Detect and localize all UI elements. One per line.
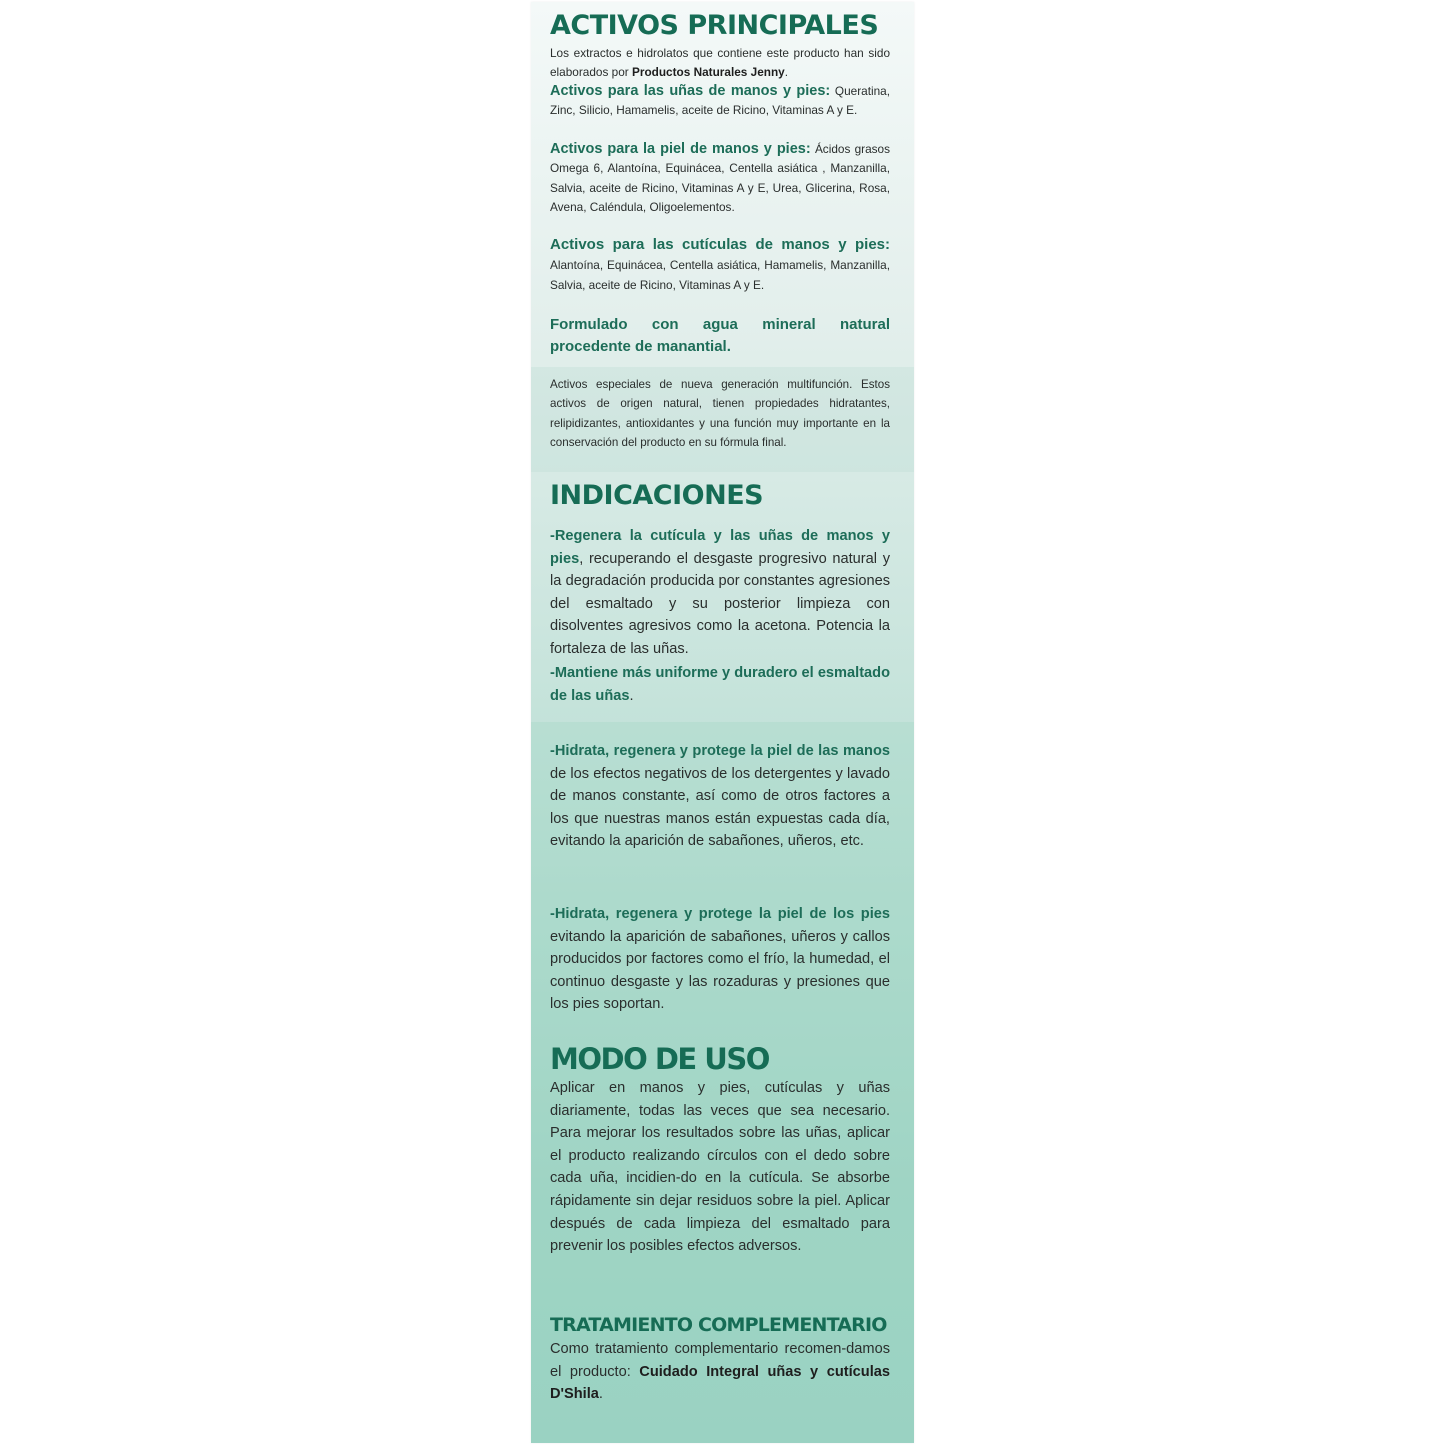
tratamiento-intro: Como tratamiento complementario recomen-damos el producto: xyxy=(550,1341,890,1380)
indicaciones-heading: INDICACIONES xyxy=(550,480,764,511)
activos-intro-end: . xyxy=(784,65,789,80)
tratamiento-product: Cuidado Integral uñas y cutículas D'Shila xyxy=(550,1363,890,1403)
activos-cuticulas-title: Activos para las cutículas de manos y pies: xyxy=(550,236,890,253)
brand-name: Productos Naturales Jenny xyxy=(631,65,785,80)
tratamiento-text xyxy=(550,1338,890,1406)
activos-heading: ACTIVOS PRINCIPALES xyxy=(550,10,879,41)
activos-piel-title: Activos para la piel de manos y pies: xyxy=(550,141,811,157)
indicacion-item-2-end: . xyxy=(629,687,634,704)
modo-uso-text: Aplicar en manos y pies, cutículas y uñas diariamente, todas las veces que sea necesario. Para mejorar los resultados sobre las uñas, aplicar el producto realizando círculos con el dedo sobre cada uña, incidien-do en la cutícula. Se absorbe rápidamente sin dejar residuos sobre la piel. Aplicar después de cada limpieza del esmaltado para prevenir los posibles efectos adversos. xyxy=(550,1080,890,1255)
activos-unas xyxy=(550,82,890,121)
activos-intro xyxy=(550,44,890,83)
activos-unas-title: Activos para las uñas de manos y pies: xyxy=(550,83,831,99)
indicacion-item-4-text: evitando la aparición de sabañones, uñeros y callos producidos por factores como el frío, la humedad, el continuo desgaste y las rozaduras y presiones que los pies soportan. xyxy=(550,928,890,1013)
tratamiento-heading: TRATAMIENTO COMPLEMENTARIO xyxy=(550,1314,887,1336)
indicacion-item-4-lead: -Hidrata, regenera y protege la piel de los pies xyxy=(550,906,890,922)
activos-piel-text: Ácidos grasos Omega 6, Alantoína, Equinácea, Centella asiática , Manzanilla, Salvia, aceite de Ricino, Vitaminas A y E, Urea, Glicerina, Rosa, Avena, Caléndula, Oligoelementos. xyxy=(550,142,891,214)
product-label-panel xyxy=(531,2,914,1443)
indicacion-item-1-text: , recuperando el desgaste progresivo natural y la degradación producida por constantes agresiones del esmaltado y su posterior limpieza con disolventes agresivos como la acetona. Potencia la fortaleza de las uñas. xyxy=(550,550,890,657)
indicacion-item-3-text: de los efectos negativos de los detergentes y lavado de manos constante, así como de otros factores a los que nuestras manos están expuestas cada día, evitando la aparición de sabañones, uñeros, etc. xyxy=(550,765,890,850)
indicacion-item-4 xyxy=(550,903,890,1016)
indicacion-item-2-lead: -Mantiene más uniforme y duradero el esmaltado de las uñas xyxy=(550,665,890,704)
indicacion-item-3 xyxy=(550,740,890,853)
especiales-text: Activos especiales de nueva generación multifunción. Estos activos de origen natural, tienen propiedades hidratantes, relipidizantes, antioxidantes y una función muy importante en la conservación del producto en su fórmula final. xyxy=(550,378,890,449)
activos-intro-text: Los extractos e hidrolatos que contiene este producto han sido elaborados por xyxy=(550,46,890,80)
activos-piel xyxy=(550,140,890,217)
tratamiento-end: . xyxy=(598,1386,603,1403)
indicacion-item-3-lead: -Hidrata, regenera y protege la piel de las manos xyxy=(550,743,890,759)
indicacion-item-1-lead: -Regenera la cutícula y las uñas de manos y pies xyxy=(550,528,890,567)
indicacion-item-2 xyxy=(550,662,890,707)
activos-cuticulas-text: Alantoína, Equinácea, Centella asiática, Hamamelis, Manzanilla, Salvia, aceite de Ricino, Vitaminas A y E. xyxy=(550,258,890,292)
indicacion-item-1 xyxy=(550,525,890,661)
activos-unas-text: Queratina, Zinc, Silicio, Hamamelis, aceite de Ricino, Vitaminas A y E. xyxy=(550,84,890,118)
agua-mineral-note: Formulado con agua mineral natural procedente de manantial. xyxy=(550,316,890,355)
activos-cuticulas xyxy=(550,235,890,295)
modo-uso-heading: MODO DE USO xyxy=(550,1042,769,1076)
